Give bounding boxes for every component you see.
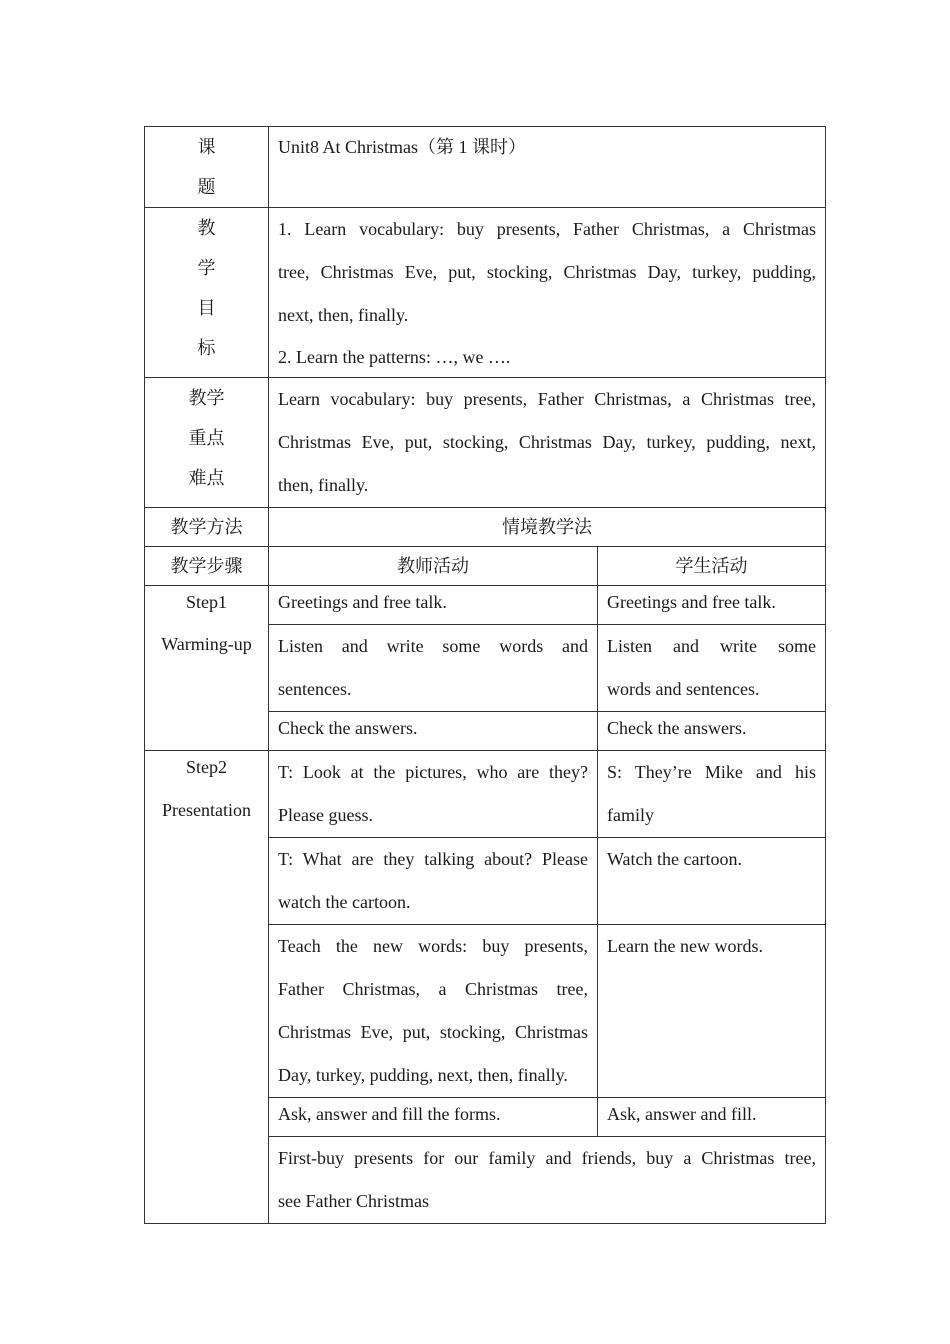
- topic-row: [145, 127, 826, 208]
- activity-line: T: What are they talking about? Please: [278, 849, 588, 869]
- step2-subtitle: Presentation: [162, 800, 251, 820]
- activity-line: Christmas Eve, put, stocking, Christmas: [278, 1022, 588, 1042]
- lesson-plan-table: [144, 126, 826, 1224]
- method-label: 教学方法: [145, 508, 269, 547]
- objectives-label-line: 教: [197, 218, 216, 238]
- objectives-line: 2. Learn the patterns: …, we ….: [278, 347, 511, 367]
- key-points-content: [269, 378, 826, 508]
- steps-header-label: 教学步骤: [145, 547, 269, 586]
- student-activity: Watch the cartoon.: [598, 838, 826, 925]
- topic-content: Unit8 At Christmas（第 1 课时）: [269, 127, 826, 208]
- student-activity: Ask, answer and fill.: [598, 1098, 826, 1137]
- teacher-activity: Greetings and free talk.: [269, 586, 598, 625]
- activity-line: Teach the new words: buy presents,: [278, 936, 588, 956]
- objectives-line: 1. Learn vocabulary: buy presents, Father Christmas, a Christmas: [278, 219, 817, 239]
- key-points-line: Christmas Eve, put, stocking, Christmas Day, turkey, pudding, next,: [278, 432, 817, 452]
- step1-label: [145, 586, 269, 751]
- activity-line: Please guess.: [278, 805, 373, 825]
- student-activity: Learn the new words.: [598, 925, 826, 1098]
- key-points-label: [145, 378, 269, 508]
- student-activity: [598, 625, 826, 712]
- activity-line: watch the cartoon.: [278, 892, 411, 912]
- step1-subtitle: Warming-up: [161, 634, 252, 654]
- topic-label-line: 题: [197, 177, 216, 197]
- activity-line: see Father Christmas: [278, 1191, 429, 1211]
- steps-header-row: [145, 547, 826, 586]
- teacher-activity: [269, 625, 598, 712]
- first-activity-content: [269, 1137, 826, 1224]
- teacher-activity: [269, 838, 598, 925]
- key-points-label-line: 教学: [188, 388, 225, 408]
- key-points-line: Learn vocabulary: buy presents, Father Christmas, a Christmas tree,: [278, 389, 817, 409]
- step2-title: Step2: [185, 757, 227, 777]
- key-points-label-line: 重点: [188, 428, 225, 448]
- objectives-label-line: 标: [197, 338, 216, 358]
- key-points-line: then, finally.: [278, 475, 369, 495]
- student-activity: Greetings and free talk.: [598, 586, 826, 625]
- key-points-row: [145, 378, 826, 508]
- step2-label: [145, 751, 269, 1224]
- method-content: 情境教学法: [269, 508, 826, 547]
- objectives-label-line: 学: [197, 258, 216, 278]
- activity-line: sentences.: [278, 679, 352, 699]
- topic-label-line: 课: [197, 137, 216, 157]
- activity-line: S: They’re Mike and his: [607, 762, 817, 782]
- activity-line: words and sentences.: [607, 679, 760, 699]
- teacher-activity: Ask, answer and fill the forms.: [269, 1098, 598, 1137]
- teacher-activity: Check the answers.: [269, 712, 598, 751]
- objectives-content: [269, 208, 826, 378]
- key-points-label-line: 难点: [188, 468, 225, 488]
- activity-line: Listen and write some: [607, 636, 817, 656]
- activity-line: Father Christmas, a Christmas tree,: [278, 979, 588, 999]
- teacher-activity-header: 教师活动: [269, 547, 598, 586]
- activity-line: family: [607, 805, 654, 825]
- step2-row: [145, 751, 826, 838]
- step1-row: [145, 586, 826, 625]
- activity-line: First-buy presents for our family and friends, buy a Christmas tree,: [278, 1148, 817, 1168]
- objectives-label-line: 目: [197, 298, 216, 318]
- teacher-activity: [269, 751, 598, 838]
- step1-title: Step1: [185, 592, 227, 612]
- teacher-activity: [269, 925, 598, 1098]
- objectives-row: [145, 208, 826, 378]
- student-activity: Check the answers.: [598, 712, 826, 751]
- objectives-line: next, then, finally.: [278, 305, 409, 325]
- activity-line: Day, turkey, pudding, next, then, finally.: [278, 1065, 568, 1085]
- method-row: [145, 508, 826, 547]
- topic-label: [145, 127, 269, 208]
- activity-line: Listen and write some words and: [278, 636, 588, 656]
- objectives-label: [145, 208, 269, 378]
- student-activity: [598, 751, 826, 838]
- objectives-line: tree, Christmas Eve, put, stocking, Christmas Day, turkey, pudding,: [278, 262, 817, 282]
- student-activity-header: 学生活动: [598, 547, 826, 586]
- activity-line: T: Look at the pictures, who are they?: [278, 762, 588, 782]
